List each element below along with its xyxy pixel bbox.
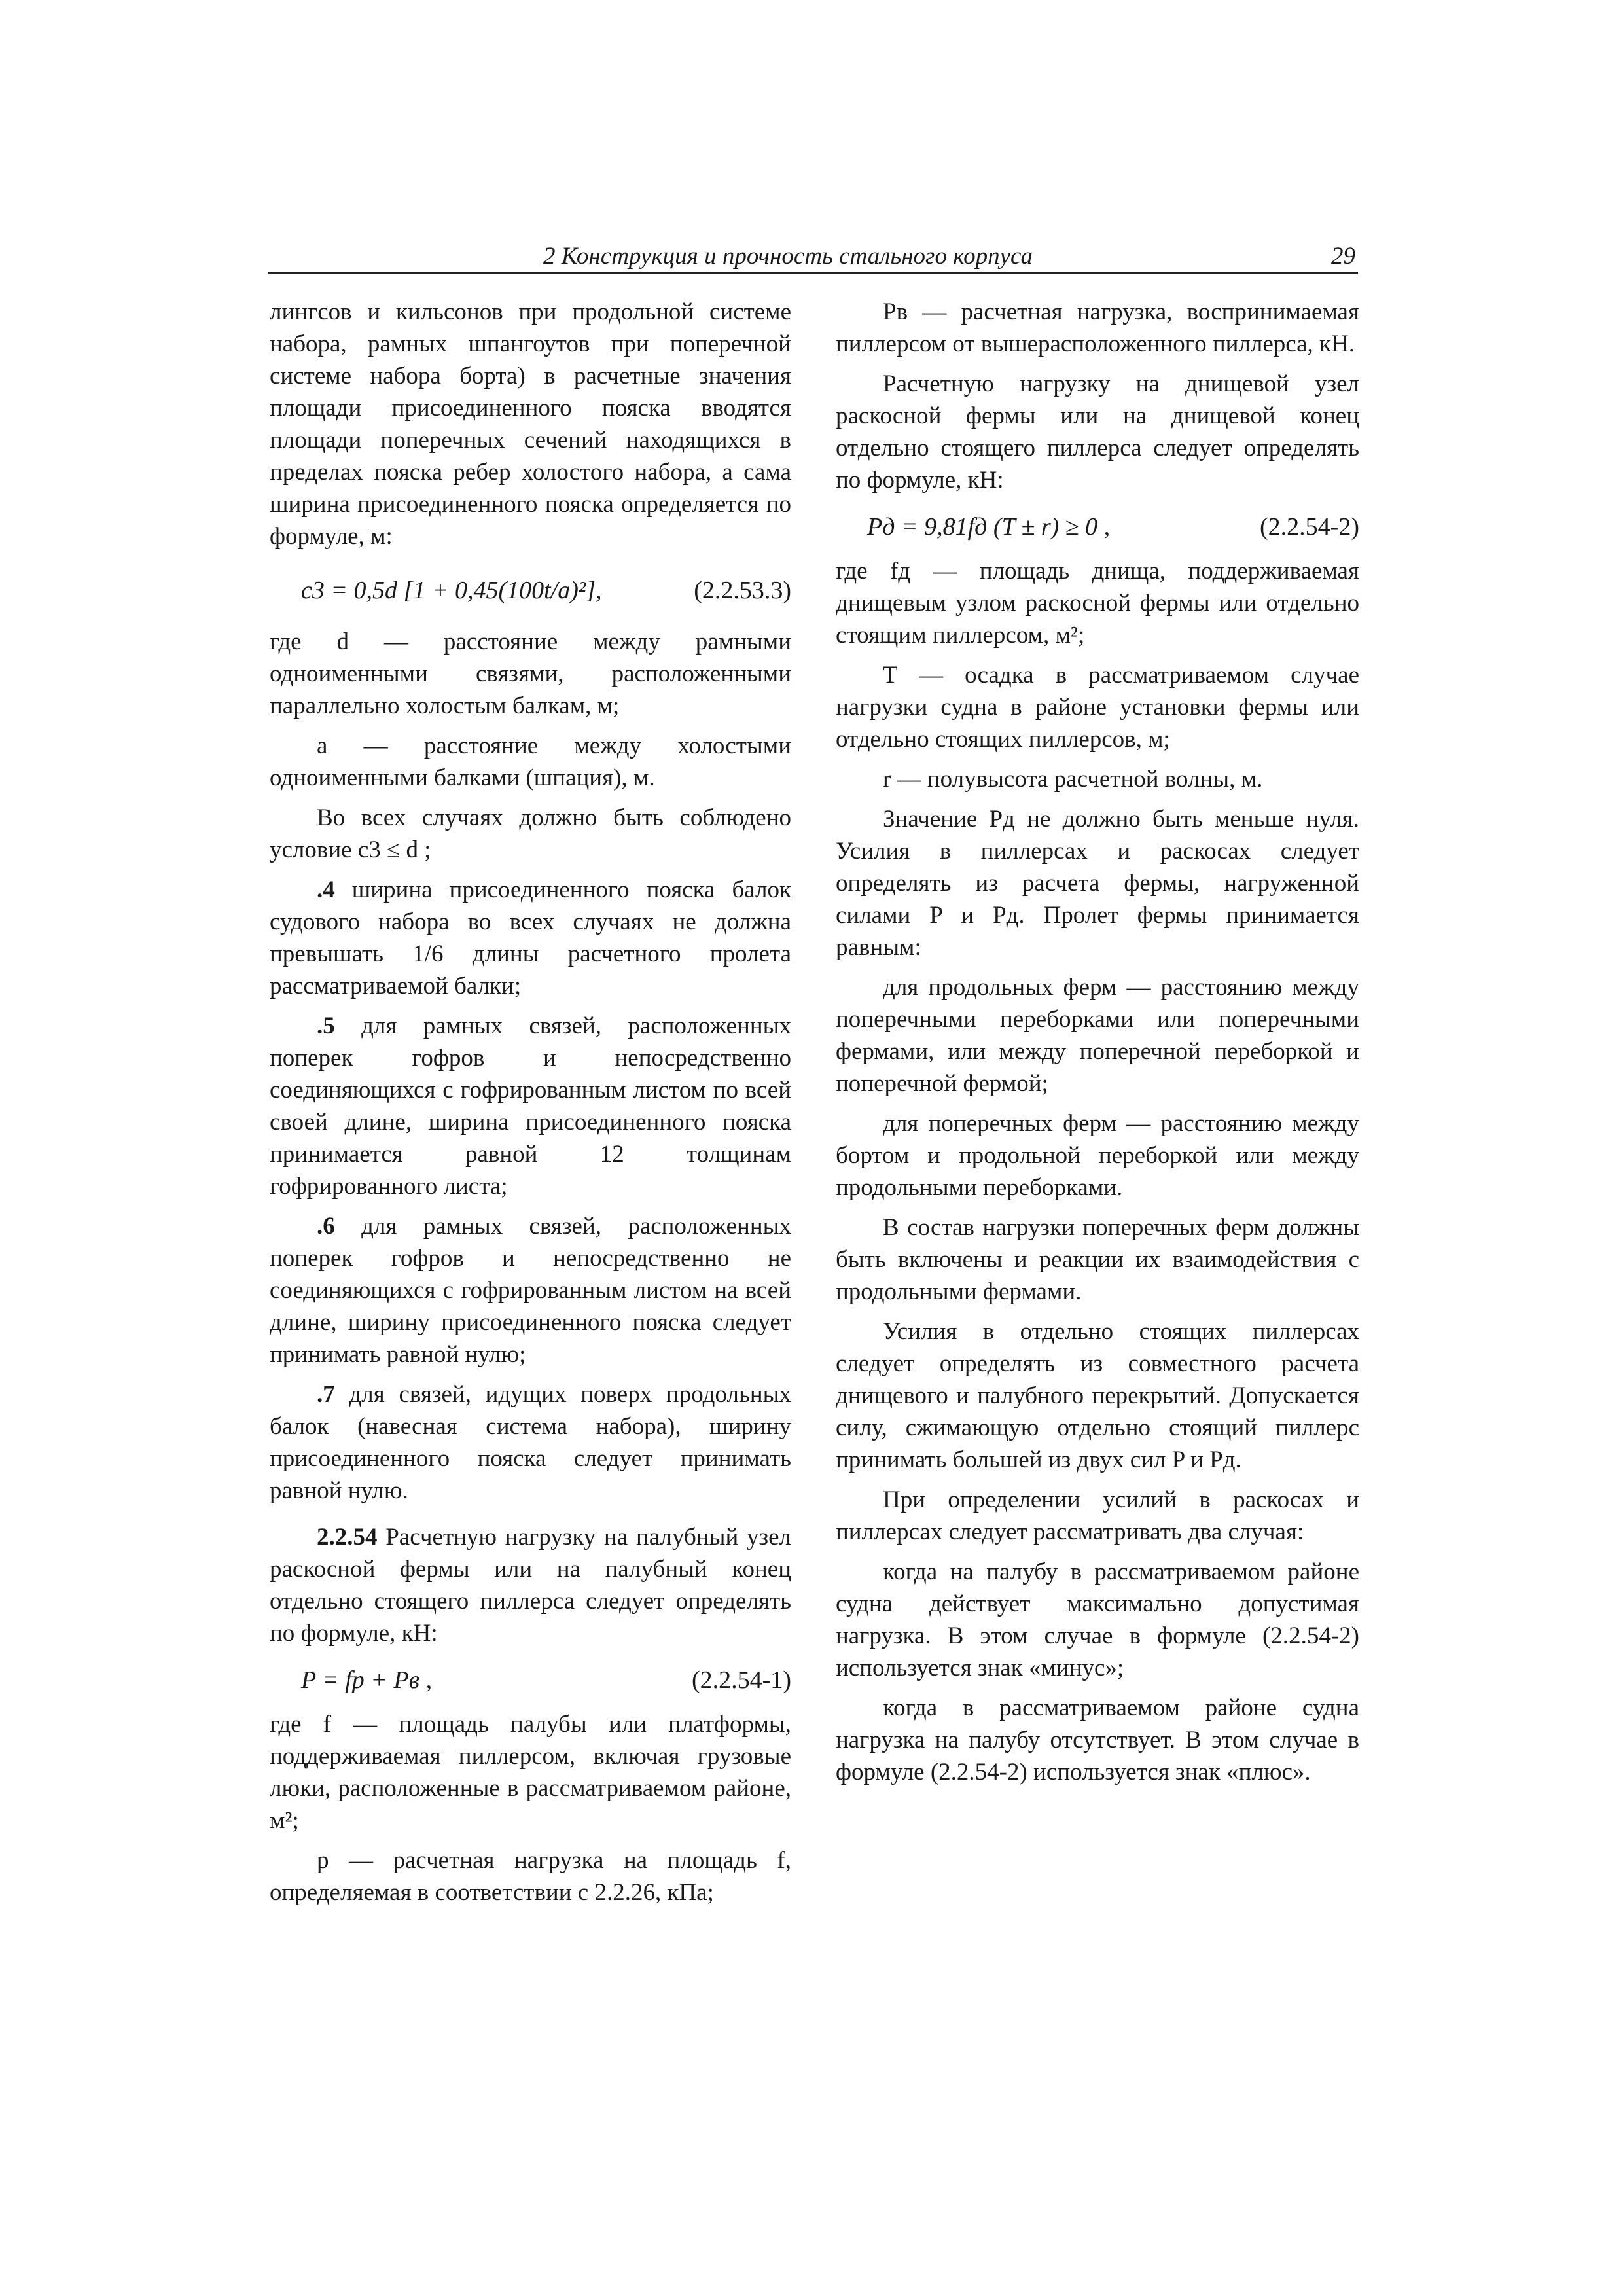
running-header <box>268 241 1358 274</box>
paragraph <box>270 1521 791 1649</box>
header-title: 2 Конструкция и прочность стального корпуса <box>543 243 1033 270</box>
formula-number: (2.2.54-2) <box>1260 512 1359 541</box>
paragraph <box>270 874 791 1002</box>
formula-expression: c3 = 0,5d [1 + 0,45(100t/a)²], <box>301 576 602 604</box>
paragraph: где fд — площадь днища, поддерживаемая днищевым узлом раскосной фермы или отдельно стоящим пиллерсом, м²; <box>836 558 1359 649</box>
paragraph: когда в рассматриваемом районе судна нагрузка на палубу отсутствует. В этом случае в формуле (2.2.54-2) используется знак «плюс». <box>836 1695 1359 1785</box>
paragraph: При определении усилий в раскосах и пиллерсах следует рассматривать два случая: <box>836 1486 1359 1545</box>
paragraph: Значение Pд не должно быть меньше нуля. Усилия в пиллерсах и раскосах следует определять из расчета фермы, нагруженной силами P и Pд. Пролет фермы принимается равным: <box>836 806 1359 961</box>
formula-2-2-54-2 <box>836 504 1359 550</box>
item-text: для рамных связей, расположенных поперек гофров и непосредственно соединяющихся с гофрированным листом по всей своей длине, ширина присоединенного пояска принимается равной 12 толщинам гофрированного листа; <box>270 1013 791 1200</box>
formula-number: (2.2.53.3) <box>694 576 791 604</box>
paragraph: Pв — расчетная нагрузка, воспринимаемая пиллерсом от вышерасположенного пиллерса, кН. <box>836 298 1359 357</box>
formula-expression: P = fp + Pв , <box>301 1666 433 1694</box>
page-number: 29 <box>1331 243 1355 270</box>
paragraph: Во всех случаях должно быть соблюдено условие c3 ≤ d ; <box>270 804 791 863</box>
formula-2-2-53-3 <box>270 560 791 620</box>
item-number: .6 <box>317 1213 335 1240</box>
paragraph: где d — расстояние между рамными одноименными связями, расположенными параллельно холостым балкам, м; <box>270 628 791 719</box>
paragraph <box>270 1378 791 1507</box>
paragraph: a — расстояние между холостыми одноименными балками (шпация), м. <box>270 732 791 791</box>
paragraph <box>270 1210 791 1371</box>
item-number: .4 <box>317 876 335 903</box>
item-number: .5 <box>317 1013 335 1039</box>
paragraph: T — осадка в рассматриваемом случае нагрузки судна в районе установки фермы или отдельно стоящих пиллерсов, м; <box>836 662 1359 753</box>
item-text: для связей, идущих поверх продольных балок (навесная система набора), ширину присоединенного пояска следует принимать равной нулю. <box>270 1381 791 1504</box>
formula-number: (2.2.54-1) <box>692 1666 791 1694</box>
section-text: Расчетную нагрузку на палубный узел раскосной фермы или на палубный конец отдельно стоящего пиллерса следует определять по формуле, кН: <box>270 1524 791 1647</box>
paragraph: p — расчетная нагрузка на площадь f, определяемая в соответствии с 2.2.26, кПа; <box>270 1847 791 1906</box>
item-text: для рамных связей, расположенных поперек гофров и непосредственно не соединяющихся с гофрированным листом на всей длине, ширину присоединенного пояска следует принимать равной нулю; <box>270 1213 791 1368</box>
paragraph: Расчетную нагрузку на днищевой узел раскосной фермы или на днищевой конец отдельно стоящего пиллерса следует определять по формуле, кН: <box>836 370 1359 493</box>
formula-2-2-54-1 <box>270 1657 791 1703</box>
paragraph: для поперечных ферм — расстоянию между бортом и продольной переборкой или между продольными переборками. <box>836 1110 1359 1201</box>
right-column <box>836 296 1359 1796</box>
paragraph: В состав нагрузки поперечных ферм должны быть включены и реакции их взаимодействия с продольными фермами. <box>836 1214 1359 1305</box>
paragraph <box>270 1010 791 1202</box>
item-number: .7 <box>317 1381 335 1408</box>
paragraph: где f — площадь палубы или платформы, поддерживаемая пиллерсом, включая грузовые люки, расположенные в рассматриваемом районе, м²; <box>270 1711 791 1834</box>
paragraph: r — полувысота расчетной волны, м. <box>883 766 1263 793</box>
item-text: ширина присоединенного пояска балок судового набора во всех случаях не должна превышать 1/6 длины расчетного пролета рассматриваемой балки; <box>270 876 791 999</box>
section-number: 2.2.54 <box>317 1524 378 1551</box>
paragraph: когда на палубу в рассматриваемом районе судна действует максимально допустимая нагрузка. В этом случае в формуле (2.2.54-2) используется знак «минус»; <box>836 1558 1359 1681</box>
left-column <box>270 296 791 1916</box>
paragraph: для продольных ферм — расстоянию между поперечными переборками или поперечными фермами, или между поперечной переборкой и поперечной фермой; <box>836 974 1359 1097</box>
formula-expression: Pд = 9,81fд (T ± r) ≥ 0 , <box>867 512 1111 541</box>
paragraph: лингсов и кильсонов при продольной системе набора, рамных шпангоутов при поперечной системе набора борта) в расчетные значения площади присоединенного пояска вводятся площади поперечных сечений находящихся в пределах пояска ребер холостого набора, а сама ширина присоединенного пояска определяется по формуле, м: <box>270 298 791 550</box>
paragraph: Усилия в отдельно стоящих пиллерсах следует определять из совместного расчета днищевого и палубного перекрытий. Допускается силу, сжимающую отдельно стоящий пиллерс принимать большей из двух сил P и Pд. <box>836 1318 1359 1473</box>
